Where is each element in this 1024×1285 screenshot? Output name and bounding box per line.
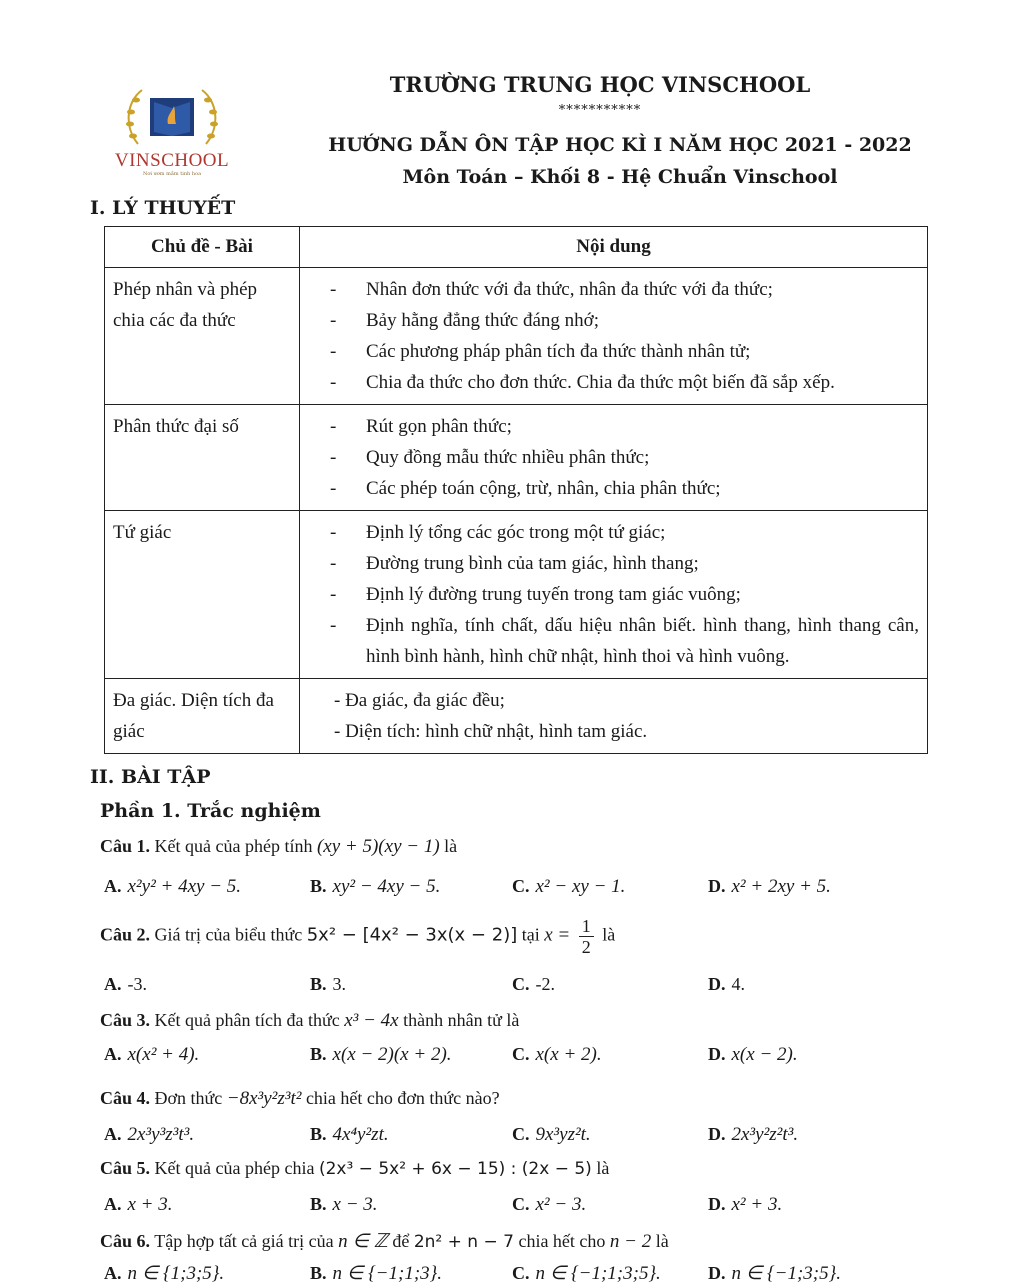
question-expression: (2x³ − 5x² + 6x − 15) : (2x − 5) xyxy=(318,1159,592,1179)
table-header-row xyxy=(105,227,928,268)
question-1 xyxy=(100,836,457,858)
option-b[interactable]: B. 4x⁴y²zt. xyxy=(310,1124,389,1145)
table-row xyxy=(105,511,928,679)
option-b[interactable]: B. x(x − 2)(x + 2). xyxy=(310,1044,452,1065)
question-expression: 5x² − [4x² − 3x(x − 2)] xyxy=(306,924,518,946)
table-row xyxy=(105,405,928,511)
star-divider: *********** xyxy=(558,103,642,118)
question-expression: x³ − 4x xyxy=(344,1010,399,1031)
question-2 xyxy=(100,916,615,957)
question-mid-2: chia hết cho xyxy=(518,1231,606,1251)
topic-cell: Phân thức đại số xyxy=(105,405,300,511)
school-name: TRƯỜNG TRUNG HỌC VINSCHOOL xyxy=(389,72,811,97)
question-expression-2: 2n² + n − 7 xyxy=(413,1232,514,1252)
option-a[interactable]: A. x²y² + 4xy − 5. xyxy=(104,876,242,897)
question-label: Câu 4. xyxy=(100,1088,151,1108)
content-cell xyxy=(300,268,928,405)
question-6 xyxy=(100,1230,669,1253)
topic-cell: Đa giác. Diện tích đa giác xyxy=(105,679,300,754)
list-item: - Chia đa thức cho đơn thức. Chia đa thức một biến đã sắp xếp. xyxy=(330,372,835,393)
question-label: Câu 5. xyxy=(100,1158,151,1178)
theory-table xyxy=(104,226,928,754)
list-item: - Diện tích: hình chữ nhật, hình tam giác. xyxy=(334,721,648,742)
option-c[interactable]: C. 9x³yz²t. xyxy=(512,1124,591,1145)
question-4 xyxy=(100,1088,500,1110)
question-variable: x = xyxy=(544,924,571,946)
question-tail: là xyxy=(444,836,458,856)
list-item: - Rút gọn phân thức; xyxy=(330,416,512,437)
section-exercises-heading: II. BÀI TẬP xyxy=(90,766,211,788)
question-label: Câu 3. xyxy=(100,1010,151,1030)
option-d[interactable]: D. x² + 3. xyxy=(708,1194,783,1215)
question-text: Kết quả của phép tính xyxy=(154,836,313,856)
option-c[interactable]: C. -2. xyxy=(512,974,555,994)
question-text: Kết quả của phép chia xyxy=(154,1158,315,1178)
question-label: Câu 6. xyxy=(100,1231,151,1251)
question-tail: chia hết cho đơn thức nào? xyxy=(305,1088,500,1108)
fraction-one-half: $\frac{1}{2}$ xyxy=(579,916,594,957)
logo-tagline: Nơi ươm mầm tinh hoa xyxy=(142,171,202,177)
option-c[interactable]: C. x(x + 2). xyxy=(512,1044,602,1065)
question-text: Kết quả phân tích đa thức xyxy=(154,1010,340,1030)
question-expression: (xy + 5)(xy − 1) xyxy=(316,836,440,857)
list-item: - Đường trung bình của tam giác, hình thang; xyxy=(330,553,699,574)
question-5 xyxy=(100,1158,609,1179)
option-a[interactable]: A. n ∈ {1;3;5}. xyxy=(104,1263,225,1284)
option-b[interactable]: B. x − 3. xyxy=(310,1194,378,1215)
option-d[interactable]: D. 2x³y²z²t³. xyxy=(708,1124,799,1145)
question-text: Tập hợp tất cả giá trị của xyxy=(154,1231,334,1251)
question-tail: là xyxy=(602,924,616,945)
part-heading: Phần 1. Trắc nghiệm xyxy=(100,800,321,822)
option-d[interactable]: D. x² + 2xy + 5. xyxy=(708,876,831,897)
option-a[interactable]: A. x + 3. xyxy=(104,1194,173,1215)
list-item: - Các phép toán cộng, trừ, nhân, chia phân thức; xyxy=(330,478,721,499)
option-a[interactable]: A. -3. xyxy=(104,974,147,994)
list-item: - Định nghĩa, tính chất, dấu hiệu nhân biết. hình thang, hình thang cân, hình bình hành, hình chữ nhật, hình thoi và hình vuông. xyxy=(330,615,919,667)
option-c[interactable]: C. x² − 3. xyxy=(512,1194,587,1215)
content-cell xyxy=(300,405,928,511)
question-text: Đơn thức xyxy=(154,1088,223,1108)
document-header xyxy=(0,0,1024,200)
option-a[interactable]: A. x(x² + 4). xyxy=(104,1044,200,1065)
subject-line: Môn Toán – Khối 8 - Hệ Chuẩn Vinschool xyxy=(402,166,838,188)
column-header-content: Nội dung xyxy=(300,227,928,268)
topic-cell: Tứ giác xyxy=(105,511,300,679)
option-b[interactable]: B. xy² − 4xy − 5. xyxy=(310,876,441,897)
question-mid: để xyxy=(392,1231,410,1251)
question-label: Câu 1. xyxy=(100,836,151,856)
option-b[interactable]: B. 3. xyxy=(310,974,347,994)
list-item: - Định lý đường trung tuyến trong tam giác vuông; xyxy=(330,584,741,605)
option-d[interactable]: D. x(x − 2). xyxy=(708,1044,798,1065)
logo-wordmark: VINSCHOOL xyxy=(114,150,230,171)
question-expression: n ∈ ℤ xyxy=(338,1231,388,1252)
column-header-topic: Chủ đề - Bài xyxy=(105,227,300,268)
list-item: - Quy đồng mẫu thức nhiều phân thức; xyxy=(330,447,650,468)
list-item: - Bảy hằng đẳng thức đáng nhớ; xyxy=(330,310,599,331)
list-item: - Nhân đơn thức với đa thức, nhân đa thức với đa thức; xyxy=(330,279,773,300)
question-label: Câu 2. xyxy=(100,924,151,945)
table-row xyxy=(105,679,928,754)
question-expression: −8x³y²z³t² xyxy=(226,1088,302,1109)
list-item: - Các phương pháp phân tích đa thức thành nhân tử; xyxy=(330,341,751,362)
list-item: - Đa giác, đa giác đều; xyxy=(334,690,505,711)
topic-cell: Phép nhân và phép chia các đa thức xyxy=(105,268,300,405)
option-d[interactable]: D. 4. xyxy=(708,974,745,994)
content-cell xyxy=(300,679,928,754)
option-d[interactable]: D. n ∈ {−1;3;5}. xyxy=(708,1263,841,1284)
question-3 xyxy=(100,1010,519,1032)
question-tail: là xyxy=(655,1231,669,1251)
section-theory-heading: I. LÝ THUYẾT xyxy=(90,197,236,219)
list-item: - Định lý tổng các góc trong một tứ giác; xyxy=(330,522,666,543)
option-c[interactable]: C. x² − xy − 1. xyxy=(512,876,626,897)
option-a[interactable]: A. 2x³y³z³t³. xyxy=(104,1124,195,1145)
table-row xyxy=(105,268,928,405)
option-b[interactable]: B. n ∈ {−1;1;3}. xyxy=(310,1263,442,1284)
question-mid: tại xyxy=(521,924,540,945)
question-tail: là xyxy=(596,1158,610,1178)
question-text: Giá trị của biểu thức xyxy=(154,924,303,945)
document-title: HƯỚNG DẪN ÔN TẬP HỌC KÌ I NĂM HỌC 2021 - 2022 xyxy=(328,134,912,156)
question-expression-3: n − 2 xyxy=(609,1231,652,1252)
option-c[interactable]: C. n ∈ {−1;1;3;5}. xyxy=(512,1263,661,1284)
question-tail: thành nhân tử là xyxy=(403,1010,520,1030)
content-cell xyxy=(300,511,928,679)
